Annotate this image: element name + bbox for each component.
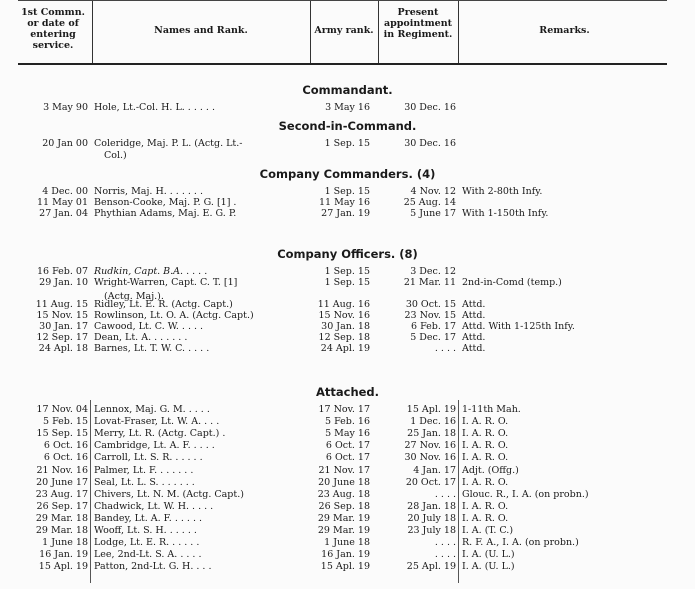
row-appointment: 3 Dec. 12 <box>410 266 456 277</box>
row-name: Wooff, Lt. S. H. . . . . . <box>94 525 197 536</box>
row-appointment: 15 Apl. 19 <box>406 404 456 415</box>
row-army-rank: 1 Sep. 15 <box>324 186 370 197</box>
row-army-rank: 1 June 18 <box>324 537 370 549</box>
row-name: Phythian Adams, Maj. E. G. P. <box>94 208 237 219</box>
row-name: Wright-Warren, Capt. C. T. [1] <box>94 277 238 288</box>
row-date: 27 Jan. 04 <box>39 208 88 219</box>
table-header <box>18 0 667 65</box>
table-row <box>0 186 695 197</box>
row-army-rank: 11 Aug. 16 <box>317 299 370 310</box>
row-name: Dean, Lt. A. . . . . . . <box>94 332 188 343</box>
table-row <box>0 549 695 560</box>
row-appointment: 23 Nov. 15 <box>404 310 456 321</box>
row-appointment: 4 Nov. 12 <box>410 186 456 197</box>
section-second-in-command: Second-in-Command. <box>278 119 417 133</box>
row-appointment: 25 Apl. 19 <box>406 561 456 573</box>
row-date: 17 Nov. 04 <box>36 404 88 415</box>
row-appointment: 20 July 18 <box>407 512 456 524</box>
table-row <box>0 489 695 500</box>
row-army-rank: 17 Nov. 17 <box>318 404 370 415</box>
row-remarks: With 2-80th Infy. <box>462 186 543 197</box>
section-attached: Attached. <box>315 385 380 399</box>
row-appointment: 25 Aug. 14 <box>403 197 456 208</box>
row-date: 15 Sep. 15 <box>36 428 88 440</box>
table-row <box>0 525 695 536</box>
row-army-rank: 1 Sep. 15 <box>324 138 370 149</box>
row-remarks: I. A. (U. L.) <box>462 549 515 561</box>
row-remarks: I. A. R. O. <box>462 500 509 512</box>
header-divider <box>92 1 93 63</box>
header-remarks: Remarks. <box>539 25 590 36</box>
row-army-rank: 1 Sep. 15 <box>324 277 370 288</box>
row-name: Rudkin, Capt. B.A. . . . . <box>94 266 208 277</box>
row-appointment: 30 Nov. 16 <box>404 452 456 464</box>
row-name: Palmer, Lt. F. . . . . . . <box>94 464 194 476</box>
row-name: Norris, Maj. H. . . . . . . <box>94 186 203 197</box>
row-appointment: . . . . <box>434 488 456 500</box>
row-date: 20 Jan 00 <box>42 138 88 149</box>
row-name: Cawood, Lt. C. W. . . . . <box>94 321 204 332</box>
row-date: 5 Feb. 15 <box>43 416 88 428</box>
row-appointment: 30 Dec. 16 <box>404 138 456 149</box>
row-name: Lee, 2nd-Lt. S. A. . . . . <box>94 549 202 561</box>
row-army-rank: 21 Nov. 17 <box>318 464 370 476</box>
row-date: 6 Oct. 16 <box>43 440 88 452</box>
section-company-officers: Company Officers. (8) <box>277 247 418 261</box>
table-row <box>0 102 695 113</box>
row-date: 29 Mar. 18 <box>35 512 88 524</box>
row-army-rank: 6 Oct. 17 <box>325 452 370 464</box>
row-name: Carroll, Lt. S. R. . . . . . <box>94 452 203 464</box>
row-appointment: 30 Dec. 16 <box>404 102 456 113</box>
table-row <box>0 197 695 208</box>
row-army-rank: 5 May 16 <box>325 428 370 440</box>
row-army-rank: 12 Sep. 18 <box>318 332 370 343</box>
table-row <box>0 208 695 219</box>
table-row <box>0 501 695 512</box>
row-appointment: . . . . <box>434 537 456 549</box>
row-date: 23 Aug. 17 <box>35 488 88 500</box>
row-date: 16 Jan. 19 <box>39 549 88 561</box>
row-appointment: . . . . <box>434 343 456 354</box>
table-row <box>0 537 695 548</box>
section-commandant: Commandant. <box>302 83 393 97</box>
table-row <box>0 428 695 439</box>
row-remarks: Glouc. R., I. A. (on probn.) <box>462 488 589 500</box>
row-date: 15 Apl. 19 <box>38 561 88 573</box>
row-date: 26 Sep. 17 <box>36 500 88 512</box>
row-name: Lennox, Maj. G. M. . . . . <box>94 404 210 415</box>
row-name: Barnes, Lt. T. W. C. . . . . <box>94 343 210 354</box>
row-remarks: I. A. (U. L.) <box>462 561 515 573</box>
row-army-rank: 29 Mar. 19 <box>317 525 370 536</box>
header-divider <box>310 1 311 63</box>
table-row <box>0 416 695 427</box>
row-remarks: I. A. R. O. <box>462 440 509 452</box>
row-name: Chadwick, Lt. W. H. . . . . <box>94 500 214 512</box>
row-name: Benson-Cooke, Maj. P. G. [1] . <box>94 197 237 208</box>
header-divider <box>378 1 379 63</box>
row-army-rank: 24 Apl. 19 <box>320 343 370 354</box>
column-rule <box>458 400 459 583</box>
header-names-rank: Names and Rank. <box>154 25 248 36</box>
table-row <box>0 343 695 354</box>
row-remarks: Attd. <box>462 310 486 321</box>
row-appointment: 23 July 18 <box>407 525 456 536</box>
table-row <box>0 332 695 343</box>
table-row <box>0 404 695 415</box>
row-appointment: 25 Jan. 18 <box>407 428 456 440</box>
row-date: 4 Dec. 00 <box>42 186 88 197</box>
row-date: 11 May 01 <box>37 197 88 208</box>
header-army-rank: Army rank. <box>314 25 374 36</box>
row-name: Merry, Lt. R. (Actg. Capt.) . <box>94 428 226 440</box>
row-remarks: With 1-150th Infy. <box>462 208 549 219</box>
row-appointment: 4 Jan. 17 <box>413 464 456 476</box>
row-name: Ridley, Lt. E. R. (Actg. Capt.) <box>94 299 233 310</box>
row-remarks: I. A. (T. C.) <box>462 525 514 536</box>
row-remarks: I. A. R. O. <box>462 416 509 428</box>
row-remarks: Attd. <box>462 343 486 354</box>
row-name: Hole, Lt.-Col. H. L. . . . . . <box>94 102 215 113</box>
row-name: Seal, Lt. L. S. . . . . . . <box>94 476 195 488</box>
row-army-rank: 30 Jan. 18 <box>321 321 370 332</box>
name-continuation: (Actg. Maj.). <box>104 291 164 302</box>
row-remarks: I. A. R. O. <box>462 512 509 524</box>
row-date: 20 June 17 <box>36 476 88 488</box>
row-army-rank: 11 May 16 <box>319 197 370 208</box>
table-row <box>0 266 695 277</box>
row-appointment: 5 June 17 <box>410 208 456 219</box>
row-name: Lodge, Lt. E. R. . . . . . <box>94 537 200 549</box>
row-remarks: Adjt. (Offg.) <box>462 464 519 476</box>
row-remarks: Attd. <box>462 332 486 343</box>
row-name: Lovat-Fraser, Lt. W. A. . . . <box>94 416 220 428</box>
row-remarks: I. A. R. O. <box>462 428 509 440</box>
table-row <box>0 440 695 451</box>
row-name: Patton, 2nd-Lt. G. H. . . . <box>94 561 212 573</box>
header-present-appointment: Present appointment in Regiment. <box>383 7 453 40</box>
row-army-rank: 15 Apl. 19 <box>320 561 370 573</box>
row-appointment: 27 Nov. 16 <box>404 440 456 452</box>
row-army-rank: 6 Oct. 17 <box>325 440 370 452</box>
row-army-rank: 23 Aug. 18 <box>317 488 370 500</box>
table-row <box>0 452 695 463</box>
header-commission-date: 1st Commn. or date of entering service. <box>21 7 85 51</box>
row-date: 3 May 90 <box>43 102 88 113</box>
row-date: 29 Mar. 18 <box>35 525 88 536</box>
table-row <box>0 477 695 488</box>
row-remarks: 2nd-in-Comd (temp.) <box>462 277 562 288</box>
row-date: 30 Jan. 17 <box>39 321 88 332</box>
table-row <box>0 321 695 332</box>
row-remarks: Attd. With 1-125th Infy. <box>462 321 575 332</box>
row-appointment: 21 Mar. 11 <box>403 277 456 288</box>
table-row <box>0 465 695 476</box>
row-date: 1 June 18 <box>42 537 88 549</box>
row-appointment: 20 Oct. 17 <box>405 476 456 488</box>
row-remarks: 1-11th Mah. <box>462 404 521 415</box>
row-army-rank: 3 May 16 <box>325 102 370 113</box>
row-name: Cambridge, Lt. A. F. . . . . <box>94 440 215 452</box>
column-rule <box>90 400 91 583</box>
row-appointment: 6 Feb. 17 <box>411 321 456 332</box>
row-army-rank: 29 Mar. 19 <box>317 512 370 524</box>
row-army-rank: 1 Sep. 15 <box>324 266 370 277</box>
row-date: 11 Aug. 15 <box>35 299 88 310</box>
section-company-commanders: Company Commanders. (4) <box>259 167 436 181</box>
row-appointment: 28 Jan. 18 <box>407 500 456 512</box>
row-remarks: Attd. <box>462 299 486 310</box>
table-row <box>0 138 695 149</box>
table-row <box>0 310 695 321</box>
table-row <box>0 561 695 572</box>
row-appointment: 5 Dec. 17 <box>410 332 456 343</box>
row-army-rank: 15 Nov. 16 <box>318 310 370 321</box>
row-date: 6 Oct. 16 <box>43 452 88 464</box>
row-date: 16 Feb. 07 <box>36 266 88 277</box>
row-name: Rowlinson, Lt. O. A. (Actg. Capt.) <box>94 310 254 321</box>
row-appointment: 30 Oct. 15 <box>405 299 456 310</box>
row-remarks: I. A. R. O. <box>462 476 509 488</box>
row-name: Chivers, Lt. N. M. (Actg. Capt.) <box>94 488 244 500</box>
table-row <box>0 277 695 288</box>
row-date: 21 Nov. 16 <box>36 464 88 476</box>
row-date: 15 Nov. 15 <box>36 310 88 321</box>
name-continuation: Col.) <box>104 150 127 161</box>
row-army-rank: 5 Feb. 16 <box>325 416 370 428</box>
row-army-rank: 20 June 18 <box>318 476 370 488</box>
row-name: Bandey, Lt. A. F. . . . . . <box>94 512 203 524</box>
table-row <box>0 513 695 524</box>
row-name: Coleridge, Maj. P. L. (Actg. Lt.- <box>94 138 243 149</box>
row-army-rank: 27 Jan. 19 <box>321 208 370 219</box>
row-army-rank: 16 Jan. 19 <box>321 549 370 561</box>
row-appointment: 1 Dec. 16 <box>410 416 456 428</box>
header-divider <box>458 1 459 63</box>
row-date: 29 Jan. 10 <box>39 277 88 288</box>
row-remarks: R. F. A., I. A. (on probn.) <box>462 537 579 549</box>
row-date: 12 Sep. 17 <box>36 332 88 343</box>
row-remarks: I. A. R. O. <box>462 452 509 464</box>
row-date: 24 Apl. 18 <box>38 343 88 354</box>
row-appointment: . . . . <box>434 549 456 561</box>
row-army-rank: 26 Sep. 18 <box>318 500 370 512</box>
